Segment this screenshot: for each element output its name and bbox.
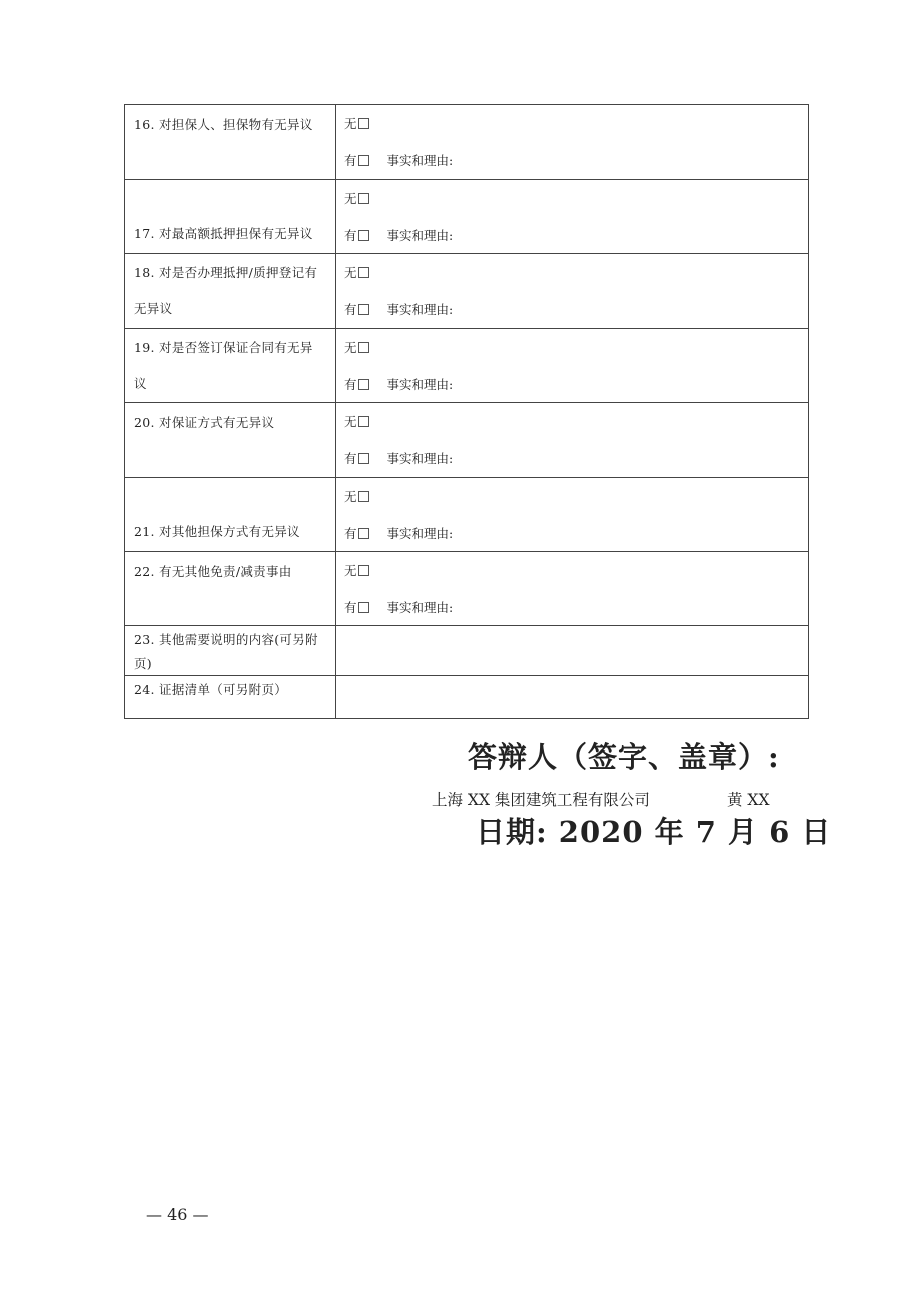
table-row [125,626,809,676]
checkbox-none[interactable] [358,118,369,129]
option-yes[interactable]: 有 事实和理由: [344,228,454,243]
reason-label: 事实和理由: [386,228,454,243]
table-row [125,329,809,403]
option-none[interactable]: 无 [344,263,369,283]
reason-label: 事实和理由: [386,526,454,541]
reason-label: 事实和理由: [386,451,454,466]
option-yes[interactable]: 有 事实和理由: [344,302,454,317]
option-yes[interactable]: 有 事实和理由: [344,153,454,168]
option-yes[interactable]: 有 事实和理由: [344,600,454,615]
table-row [125,676,809,719]
checkbox-yes[interactable] [358,304,369,315]
checkbox-none[interactable] [358,491,369,502]
signature-company: 上海 XX 集团建筑工程有限公司 [432,791,650,809]
option-none[interactable]: 无 [344,114,369,134]
reason-label: 事实和理由: [386,377,454,392]
option-none[interactable]: 无 [344,338,369,358]
question-label: 20. 对保证方式有无异议 [134,415,275,430]
checkbox-yes[interactable] [358,602,369,613]
checkbox-yes[interactable] [358,230,369,241]
defense-form-table [124,104,809,719]
answer-field[interactable] [336,626,809,676]
reason-label: 事实和理由: [386,600,454,615]
option-none[interactable]: 无 [344,487,369,507]
checkbox-none[interactable] [358,342,369,353]
option-none[interactable]: 无 [344,189,369,209]
table-row [125,254,809,329]
answer-field[interactable] [336,676,809,719]
reason-label: 事实和理由: [386,153,454,168]
option-none[interactable]: 无 [344,412,369,432]
checkbox-yes[interactable] [358,453,369,464]
question-label: 21. 对其他担保方式有无异议 [134,524,300,539]
checkbox-yes[interactable] [358,379,369,390]
reason-label: 事实和理由: [386,302,454,317]
question-label: 23. 其他需要说明的内容(可另附 页) [134,632,318,671]
checkbox-none[interactable] [358,565,369,576]
checkbox-none[interactable] [358,193,369,204]
page-number: — 46 — [146,1205,209,1224]
option-none[interactable]: 无 [344,561,369,581]
question-label: 16. 对担保人、担保物有无异议 [134,117,313,132]
question-label: 19. 对是否签订保证合同有无异 议 [134,340,313,391]
table-row [125,403,809,478]
checkbox-yes[interactable] [358,528,369,539]
option-yes[interactable]: 有 事实和理由: [344,526,454,541]
option-yes[interactable]: 有 事实和理由: [344,451,454,466]
table-row [125,180,809,254]
checkbox-none[interactable] [358,267,369,278]
checkbox-none[interactable] [358,416,369,427]
question-label: 24. 证据清单（可另附页） [134,682,288,697]
signature-person: 黄 XX [727,791,770,809]
signature-date: 日期: 2020 年 7 月 6 日 [476,815,832,849]
signature-title: 答辩人（签字、盖章）: [468,740,780,774]
question-label: 18. 对是否办理抵押/质押登记有 无异议 [134,265,318,316]
checkbox-yes[interactable] [358,155,369,166]
table-row [125,552,809,626]
option-yes[interactable]: 有 事实和理由: [344,377,454,392]
question-label: 22. 有无其他免责/减责事由 [134,564,292,579]
table-row [125,478,809,552]
table-row [125,105,809,180]
question-label: 17. 对最高额抵押担保有无异议 [134,226,313,241]
